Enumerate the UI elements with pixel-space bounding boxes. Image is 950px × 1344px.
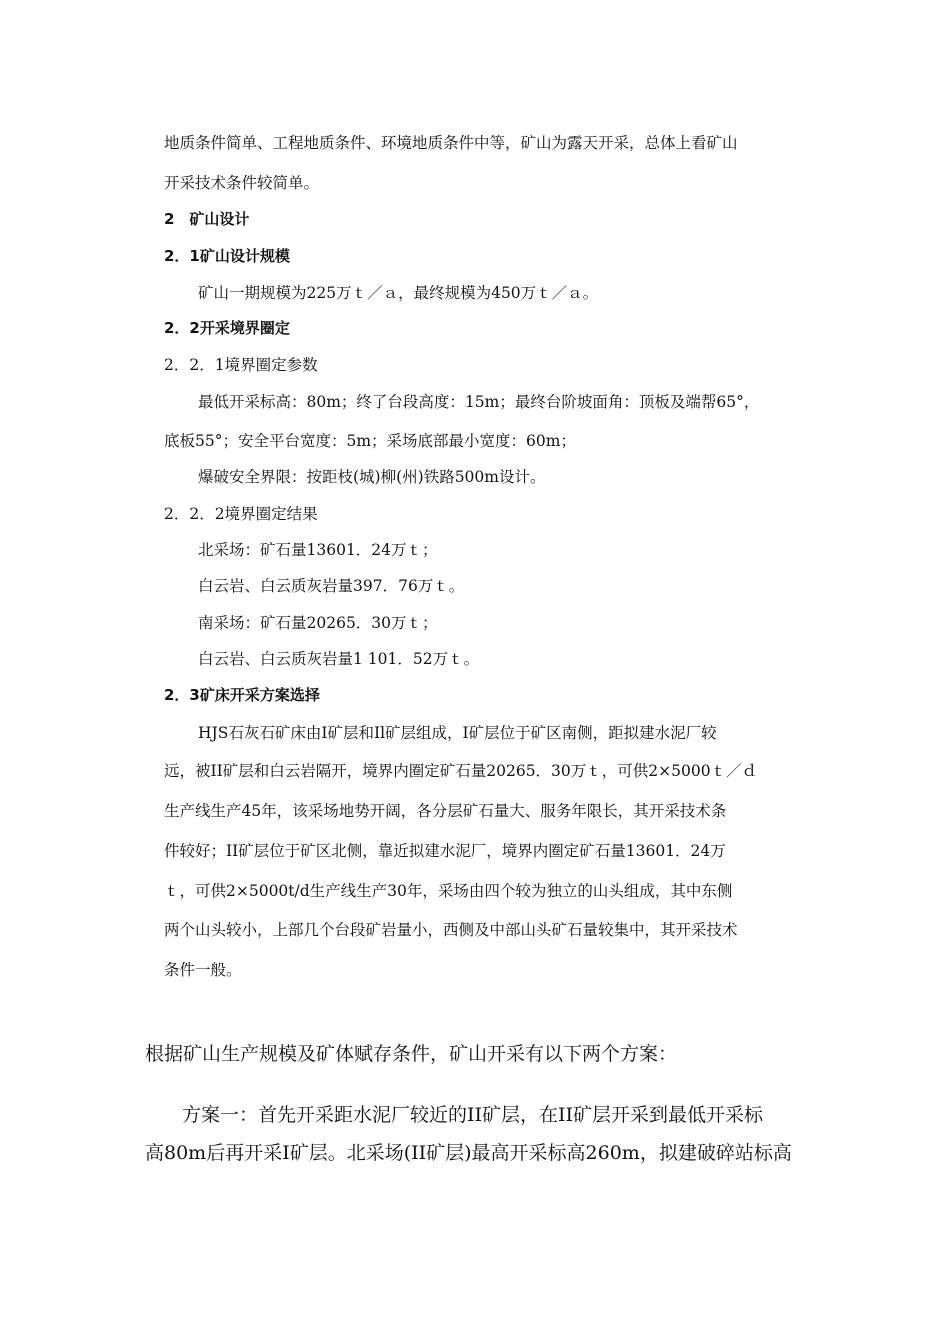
plan-text-line-7: 条件一般。 [164, 961, 242, 979]
result-line-1: 北采场：矿石量13601．24万ｔ； [198, 541, 438, 559]
section-heading-2: 2 矿山设计 [164, 210, 250, 228]
plan-text-line-6: 两个山头较小，上部几个台段矿岩量小，西侧及中部山头矿石量较集中，其开采技术 [164, 921, 738, 939]
plan-one-line-2: 高80m后再开采I矿层。北采场(II矿层)最高开采标高260m，拟建破碎站标高 [145, 1142, 792, 1164]
section-heading-2-2-2: 2．2．2境界圈定结果 [164, 505, 318, 523]
intro-line-1: 地质条件简单、工程地质条件、环境地质条件中等，矿山为露天开采，总体上看矿山 [164, 134, 738, 152]
result-line-2: 白云岩、白云质灰岩量397．76万ｔ。 [198, 577, 465, 595]
design-scale-text: 矿山一期规模为225万ｔ／ａ，最终规模为450万ｔ／ａ。 [198, 284, 599, 302]
intro-line-2: 开采技术条件较简单。 [164, 174, 320, 192]
plan-text-line-4: 件较好；II矿层位于矿区北侧，靠近拟建水泥厂，境界内圈定矿石量13601．24万 [164, 842, 726, 860]
section-heading-2-3: 2．3矿床开采方案选择 [164, 686, 320, 704]
plan-text-line-5: ｔ，可供2×5000t/d生产线生产30年，采场由四个较为独立的山头组成，其中东侧 [164, 882, 733, 900]
section-heading-2-2: 2．2开采境界圈定 [164, 319, 290, 337]
plan-text-line-2: 远，被II矿层和白云岩隔开，境界内圈定矿石量20265．30万ｔ，可供2×5000ｔ／ｄ [164, 762, 758, 780]
section-heading-2-1: 2．1矿山设计规模 [164, 247, 290, 265]
result-line-4: 白云岩、白云质灰岩量1 101．52万ｔ。 [198, 650, 480, 668]
result-line-3: 南采场：矿石量20265．30万ｔ； [198, 614, 438, 632]
params-line-2: 底板55°；安全平台宽度：5m；采场底部最小宽度：60m； [164, 432, 576, 450]
plan-text-line-1: HJS石灰石矿床由I矿层和Il矿层组成，I矿层位于矿区南侧，距拟建水泥厂较 [198, 724, 717, 742]
params-line-3: 爆破安全界限：按距枝(城)柳(州)铁路500m设计。 [198, 468, 546, 486]
section-heading-2-2-1: 2．2．1境界圈定参数 [164, 356, 318, 374]
plan-text-line-3: 生产线生产45年，该采场地势开阔，各分层矿石量大、服务年限长，其开采技术条 [164, 802, 727, 820]
params-line-1: 最低开采标高：80m；终了台段高度：15m；最终台阶坡面角：顶板及端帮65°， [198, 393, 760, 411]
plans-intro-text: 根据矿山生产规模及矿体赋存条件，矿山开采有以下两个方案： [145, 1043, 678, 1065]
plan-one-line-1: 方案一：首先开采距水泥厂较近的II矿层，在II矿层开采到最低开采标 [182, 1104, 764, 1126]
